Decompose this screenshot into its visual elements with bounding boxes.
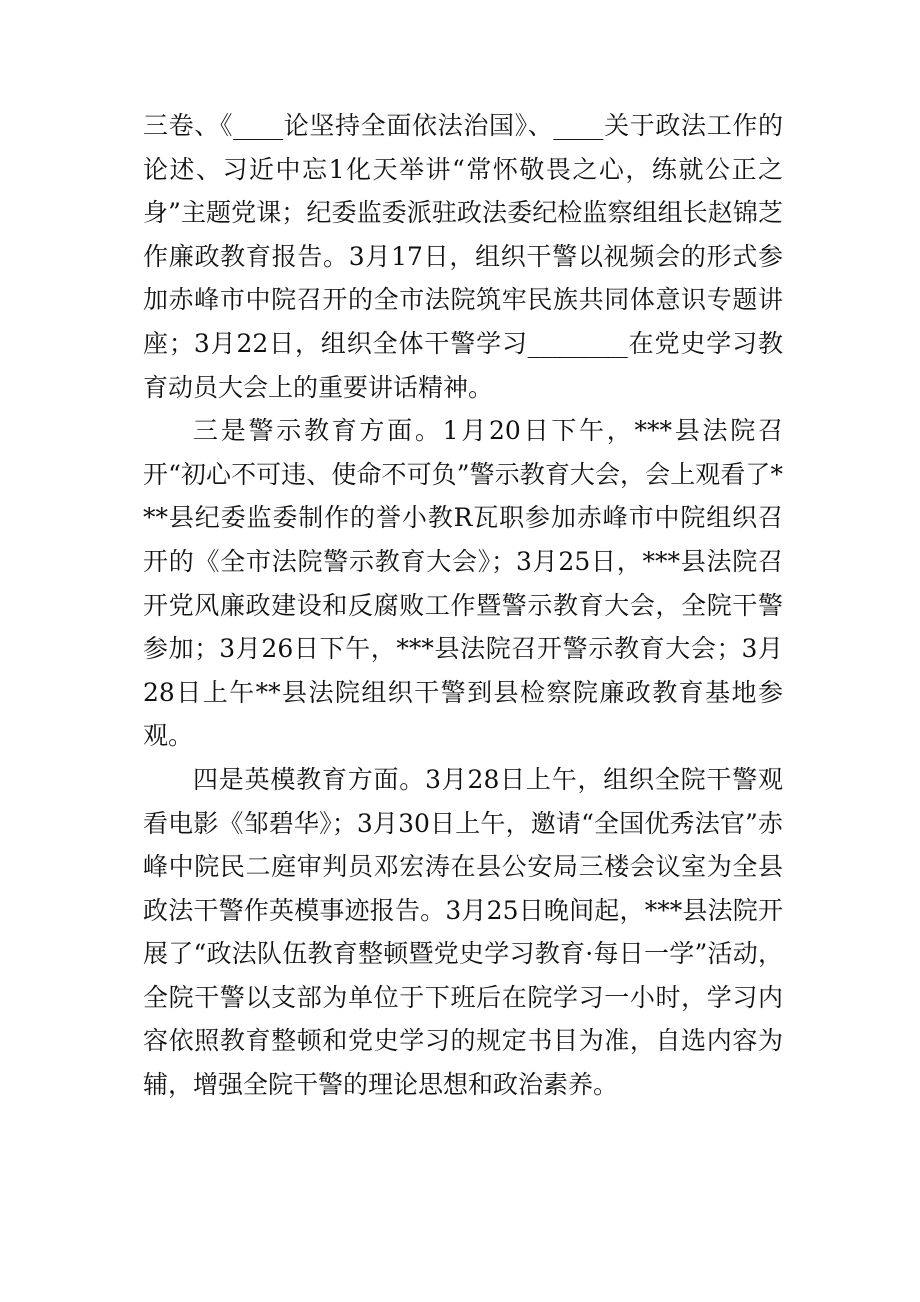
paragraph-study-continuation: 三卷、《____论坚持全面依法治国》、____关于政法工作的论述、习近中忘1化天举讲“常怀敬畏之心，练就公正之身”主题党课；纪委监委派驻政法委纪检监察组组长赵锦芝作廉政教育报告。3月17日，组织干警以视频会的形式参加赤峰市中院召开的全市法院筑牢民族共同体意识专题讲座；3月22日，组织全体干警学习________在党史学习教育动员大会上的重要讲话精神。 xyxy=(143,111,783,402)
document-body xyxy=(143,104,783,1107)
paragraph-warning-education: 三是警示教育方面。1月20日下午，***县法院召开“初心不可违、使命不可负”警示教育大会，会上观看了***县纪委监委制作的誉小教R瓦职参加赤峰市中院组织召开的《全市法院警示教育大会》；3月25日，***县法院召开党风廉政建设和反腐败工作暨警示教育大会，全院干警参加；3月26日下午，***县法院召开警示教育大会；3月28日上午**县法院组织干警到县检察院廉政教育基地参观。 xyxy=(143,416,783,751)
paragraph-model-education: 四是英模教育方面。3月28日上午，组织全院干警观看电影《邹碧华》；3月30日上午，邀请“全国优秀法官”赤峰中院民二庭审判员邓宏涛在县公安局三楼会议室为全县政法干警作英模事迹报告。3月25日晚间起，***县法院开展了“政法队伍教育整顿暨党史学习教育·每日一学”活动，全院干警以支部为单位于下班后在院学习一小时，学习内容依照教育整顿和党史学习的规定书目为准，自选内容为辅，增强全院干警的理论思想和政治素养。 xyxy=(143,764,783,1100)
